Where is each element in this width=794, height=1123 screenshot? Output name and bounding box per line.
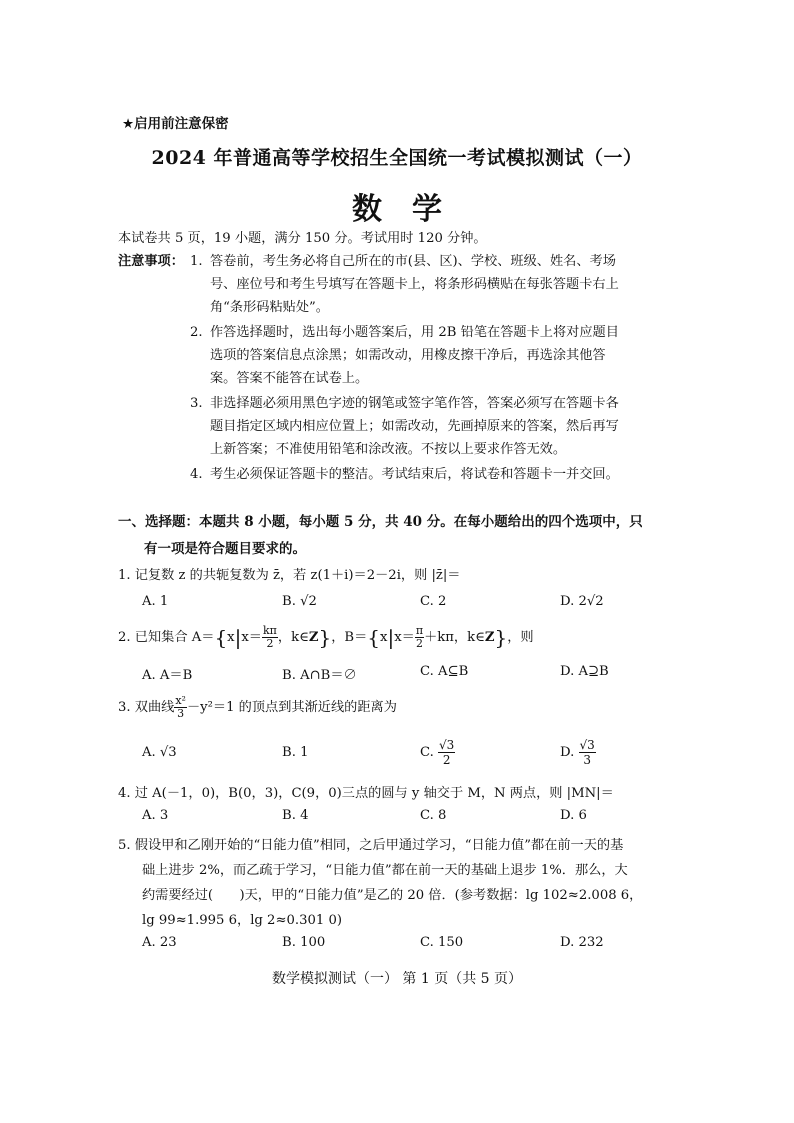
note-line: 角“条形码粘贴处”。: [210, 300, 329, 315]
q2-mid: ，B＝: [331, 630, 368, 645]
q2-suffix: ，则: [507, 630, 534, 645]
q2-prefix: 2. 已知集合 A＝: [118, 630, 215, 645]
question-2-stem: 2. 已知集合 A＝{x|x＝ $\frac{k\pi}{2}$ ，k∈Z}，B＝{x|x＝ $\frac{\pi}{2}$ ＋kπ，k∈Z}，则: [118, 624, 534, 650]
q3-fraction: $\frac{\text{x²}}{3}$: [175, 694, 186, 720]
note-line: 上新答案；不准使用铅笔和涂改液。不按以上要求作答无效。: [210, 442, 567, 457]
brace-left: {: [367, 625, 381, 650]
brace-right: }: [494, 625, 508, 650]
note-line: 考生必须保证答题卡的整洁。考试结束后，将试卷和答题卡一并交回。: [210, 467, 619, 482]
bar: |: [387, 625, 395, 650]
note-line: 非选择题必须用黑色字迹的钢笔或签字笔作答，答案必须写在答题卡各: [210, 396, 619, 411]
question-4-stem: 4. 过 A(－1，0)，B(0，3)，C(9，0)三点的圆与 y 轴交于 M，N 两点，则 |MN|＝: [118, 786, 614, 801]
question-5-line: lg 99≈1.995 6，lg 2≈0.301 0): [142, 913, 342, 928]
q3-suffix: －y²＝1 的顶点到其渐近线的距离为: [186, 700, 397, 715]
question-1-stem: 1. 记复数 z 的共轭复数为 z̄，若 z(1＋i)＝2－2i，则 |z̄|＝: [118, 568, 461, 583]
q5-option-c: C. 150: [420, 935, 464, 950]
q3-option-c: C. $\frac{√3}{2}$: [420, 738, 455, 767]
page-footer: 数学模拟测试（一） 第 1 页（共 5 页）: [271, 971, 523, 987]
exam-intro: 本试卷共 5 页，19 小题，满分 150 分。考试用时 120 分钟。: [118, 231, 487, 246]
q3-option-a: A. √3: [142, 745, 177, 760]
q2-option-a: A. A＝B: [142, 668, 193, 683]
subject-title: 数 学: [352, 192, 442, 227]
brace-right: }: [318, 625, 332, 650]
question-3-stem: [118, 695, 397, 720]
q2-option-b: B. A∩B＝∅: [282, 668, 357, 683]
bar: |: [234, 625, 242, 650]
q2-option-c: C. A⊆B: [420, 664, 469, 679]
q4-option-a: A. 3: [142, 808, 169, 823]
note-line: 号、座位号和考生号填写在答题卡上，将条形码横贴在每张答题卡右上: [210, 277, 619, 292]
note-number: 2.: [190, 325, 203, 340]
note-number: 1.: [190, 254, 203, 269]
q1-option-a: A. 1: [142, 594, 169, 609]
note-line: 题目指定区域内相应位置上；如需改动，先画掉原来的答案，然后再写: [210, 419, 619, 434]
q5-option-d: D. 232: [560, 935, 604, 950]
q3-prefix: 3. 双曲线: [118, 700, 175, 715]
q2-fraction-b: $\frac{\pi}{2}$: [415, 624, 424, 650]
notes-label: 注意事项：: [118, 254, 184, 269]
note-number: 3.: [190, 396, 203, 411]
q1-option-b: B. √2: [282, 594, 317, 609]
q5-option-b: B. 100: [282, 935, 326, 950]
exam-title: 2024 年普通高等学校招生全国统一考试模拟测试（一）: [151, 147, 643, 169]
q1-option-c: C. 2: [420, 594, 447, 609]
q1-option-d: D. 2√2: [560, 594, 604, 609]
confidential-label: ★启用前注意保密: [122, 116, 229, 132]
q5-option-a: A. 23: [142, 935, 177, 950]
question-5-line: 约需要经过( )天，甲的“日能力值”是乙的 20 倍．(参考数据：lg 102≈2.008 6，: [142, 888, 643, 903]
question-5-line: 5. 假设甲和乙刚开始的“日能力值”相同，之后甲通过学习，“日能力值”都在前一天的基: [118, 838, 624, 853]
note-line: 作答选择题时，选出每小题答案后，用 2B 铅笔在答题卡上将对应题目: [210, 325, 619, 340]
note-line: 答卷前，考生务必将自己所在的市(县、区)、学校、班级、姓名、考场: [210, 254, 616, 269]
q3-option-b: B. 1: [282, 745, 309, 760]
note-line: 选项的答案信息点涂黑；如需改动，用橡皮擦干净后，再选涂其他答: [210, 348, 606, 363]
q2-fraction-a: $\frac{k\pi}{2}$: [262, 624, 277, 650]
question-5-line: 础上进步 2%，而乙疏于学习，“日能力值”都在前一天的基础上退步 1%．那么，大: [142, 863, 628, 878]
note-line: 案。答案不能答在试卷上。: [210, 371, 369, 386]
q4-option-b: B. 4: [282, 808, 309, 823]
q4-option-d: D. 6: [560, 808, 587, 823]
brace-left: {: [214, 625, 228, 650]
q3-option-d: D. $\frac{√3}{3}$: [560, 738, 595, 767]
section-heading: 一、选择题：本题共 8 小题，每小题 5 分，共 40 分。在每小题给出的四个选项中，只: [118, 514, 643, 530]
q4-option-c: C. 8: [420, 808, 447, 823]
note-number: 4.: [190, 467, 203, 482]
section-heading-cont: 有一项是符合题目要求的。: [144, 541, 306, 557]
q2-option-d: D. A⊇B: [560, 664, 609, 679]
